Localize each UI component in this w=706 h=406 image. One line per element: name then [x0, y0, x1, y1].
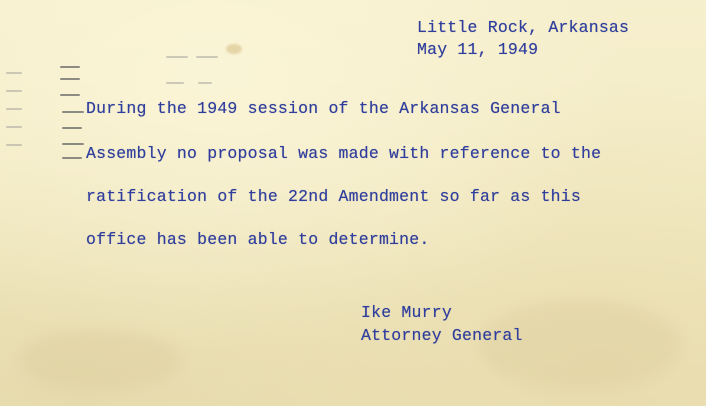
margin-mark [6, 72, 22, 74]
letter-body-line: ratification of the 22nd Amendment so far as this [86, 187, 581, 206]
ghost-mark [166, 56, 188, 58]
margin-mark [6, 90, 22, 92]
ghost-mark [198, 82, 212, 84]
paper-smudge [226, 44, 242, 54]
margin-mark [62, 143, 84, 145]
margin-mark [62, 111, 84, 113]
paper-stain [20, 330, 180, 390]
letter-body-line: office has been able to determine. [86, 230, 430, 249]
letter-body-line: Assembly no proposal was made with reference to the [86, 144, 602, 163]
signature-name: Ike Murry [361, 303, 452, 322]
margin-mark [6, 144, 22, 146]
letter-place: Little Rock, Arkansas [417, 18, 630, 37]
margin-mark [62, 157, 82, 159]
margin-mark [6, 126, 22, 128]
margin-mark [62, 127, 82, 129]
margin-mark [60, 78, 80, 80]
ghost-mark [166, 82, 184, 84]
ghost-mark [196, 56, 218, 58]
margin-mark [60, 94, 80, 96]
margin-mark [60, 66, 80, 68]
letter-date: May 11, 1949 [417, 40, 539, 59]
signature-title: Attorney General [361, 326, 523, 345]
margin-mark [6, 108, 22, 110]
letter-body-line: During the 1949 session of the Arkansas General [86, 99, 561, 118]
